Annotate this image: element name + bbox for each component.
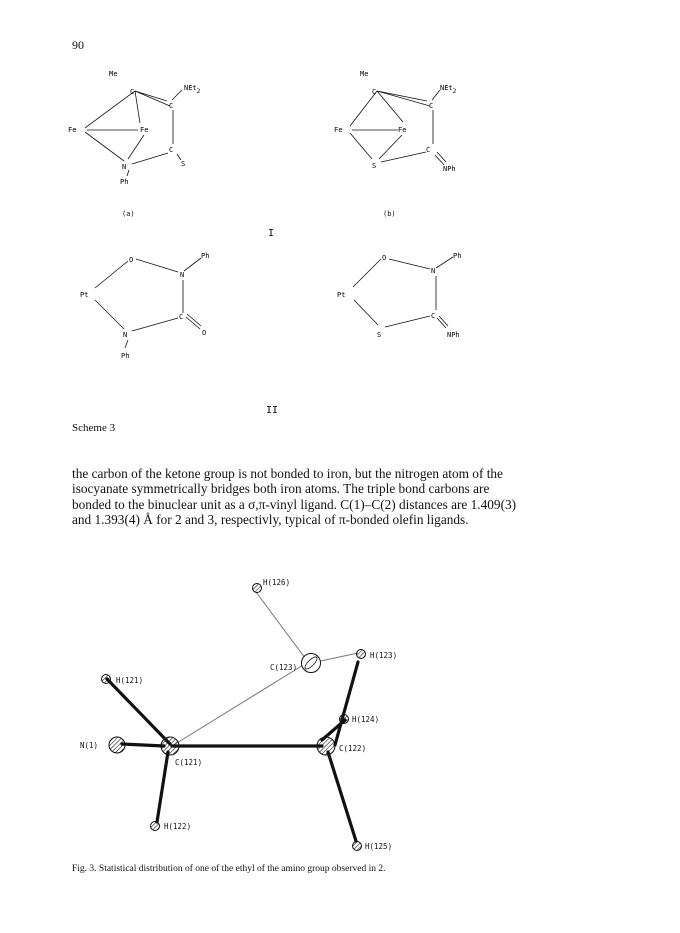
body-line: bonded to the binuclear unit as a σ,π-vinyl ligand. C(1)–C(2) distances are 1.409(3)	[72, 496, 517, 512]
atom-o: O	[129, 256, 134, 264]
atom-c: C	[431, 312, 436, 320]
atom-net2: NEt	[440, 84, 453, 92]
atom-c: C	[169, 102, 174, 110]
figure-3-ortep	[60, 570, 500, 860]
svg-text:NEt2	[184, 84, 201, 95]
svg-text:NEt2	[440, 84, 457, 95]
structure-Ia	[60, 60, 240, 220]
atom-c: C	[429, 102, 434, 110]
atom-n: N	[122, 163, 127, 171]
atom-me: Me	[109, 70, 118, 78]
atom-o: O	[382, 254, 387, 262]
atom-label-c121: C(121)	[175, 758, 203, 767]
atom-s: S	[181, 160, 186, 168]
atom-label-h122: H(122)	[164, 822, 192, 831]
atom-ph: Ph	[201, 252, 210, 260]
body-line: isocyanate symmetrically bridges both iron atoms. The triple bond carbons are	[72, 481, 490, 497]
atom-label-c123: C(123)	[270, 663, 298, 672]
atom-spheres	[102, 584, 366, 851]
label-a: (a)	[122, 210, 135, 218]
atom-c: C	[426, 146, 431, 154]
atom-fe: Fe	[334, 126, 343, 134]
atom-n: N	[431, 267, 436, 275]
atom-o: O	[202, 329, 207, 337]
roman-I: I	[268, 228, 275, 239]
atom-net2: NEt	[184, 84, 197, 92]
atom-n: N	[180, 271, 185, 279]
atom-c: C	[179, 313, 184, 321]
atom-pt: Pt	[80, 291, 89, 299]
structure-IIb	[330, 245, 500, 375]
atom-me: Me	[360, 70, 369, 78]
page-number: 90	[72, 38, 84, 52]
atom-nph: NPh	[443, 165, 456, 173]
figure-caption: Fig. 3. Statistical distribution of one of the ethyl of the amino group observed in 2.	[72, 864, 386, 874]
atom-s: S	[372, 162, 377, 170]
atom-ph: Ph	[120, 178, 129, 186]
atom-label-h126: H(126)	[263, 578, 291, 587]
scheme-label: Scheme 3	[72, 422, 116, 434]
atom-label-c122: C(122)	[339, 744, 367, 753]
structure-Ib	[330, 60, 510, 220]
atom-label-h125: H(125)	[365, 842, 393, 851]
atom-fe: Fe	[398, 126, 407, 134]
atom-c: C	[130, 88, 135, 96]
atom-nph: NPh	[447, 331, 460, 339]
atom-s: S	[377, 331, 382, 339]
atom-c: C	[372, 88, 377, 96]
body-paragraph	[72, 466, 608, 528]
atom-pt: Pt	[337, 291, 346, 299]
roman-II: II	[266, 405, 279, 416]
structure-IIa	[70, 245, 240, 375]
atom-n: N	[123, 331, 128, 339]
atom-label-h121: H(121)	[116, 676, 144, 685]
atom-ph: Ph	[121, 352, 130, 360]
body-line: the carbon of the ketone group is not bonded to iron, but the nitrogen atom of the	[72, 466, 503, 481]
atom-label-h124: H(124)	[352, 715, 380, 724]
atom-c: C	[169, 146, 174, 154]
atom-fe: Fe	[68, 126, 77, 134]
atom-label-h123: H(123)	[370, 651, 398, 660]
atom-net2-sub: 2	[452, 88, 457, 95]
body-line: and 1.393(4) Å for 2 and 3, respectivly, typical of π-bonded olefin ligands.	[72, 512, 469, 528]
atom-ph: Ph	[453, 252, 462, 260]
atom-fe: Fe	[140, 126, 149, 134]
atom-label-n1: N(1)	[80, 741, 99, 750]
atom-net2-sub: 2	[196, 88, 201, 95]
label-b: (b)	[383, 210, 396, 218]
